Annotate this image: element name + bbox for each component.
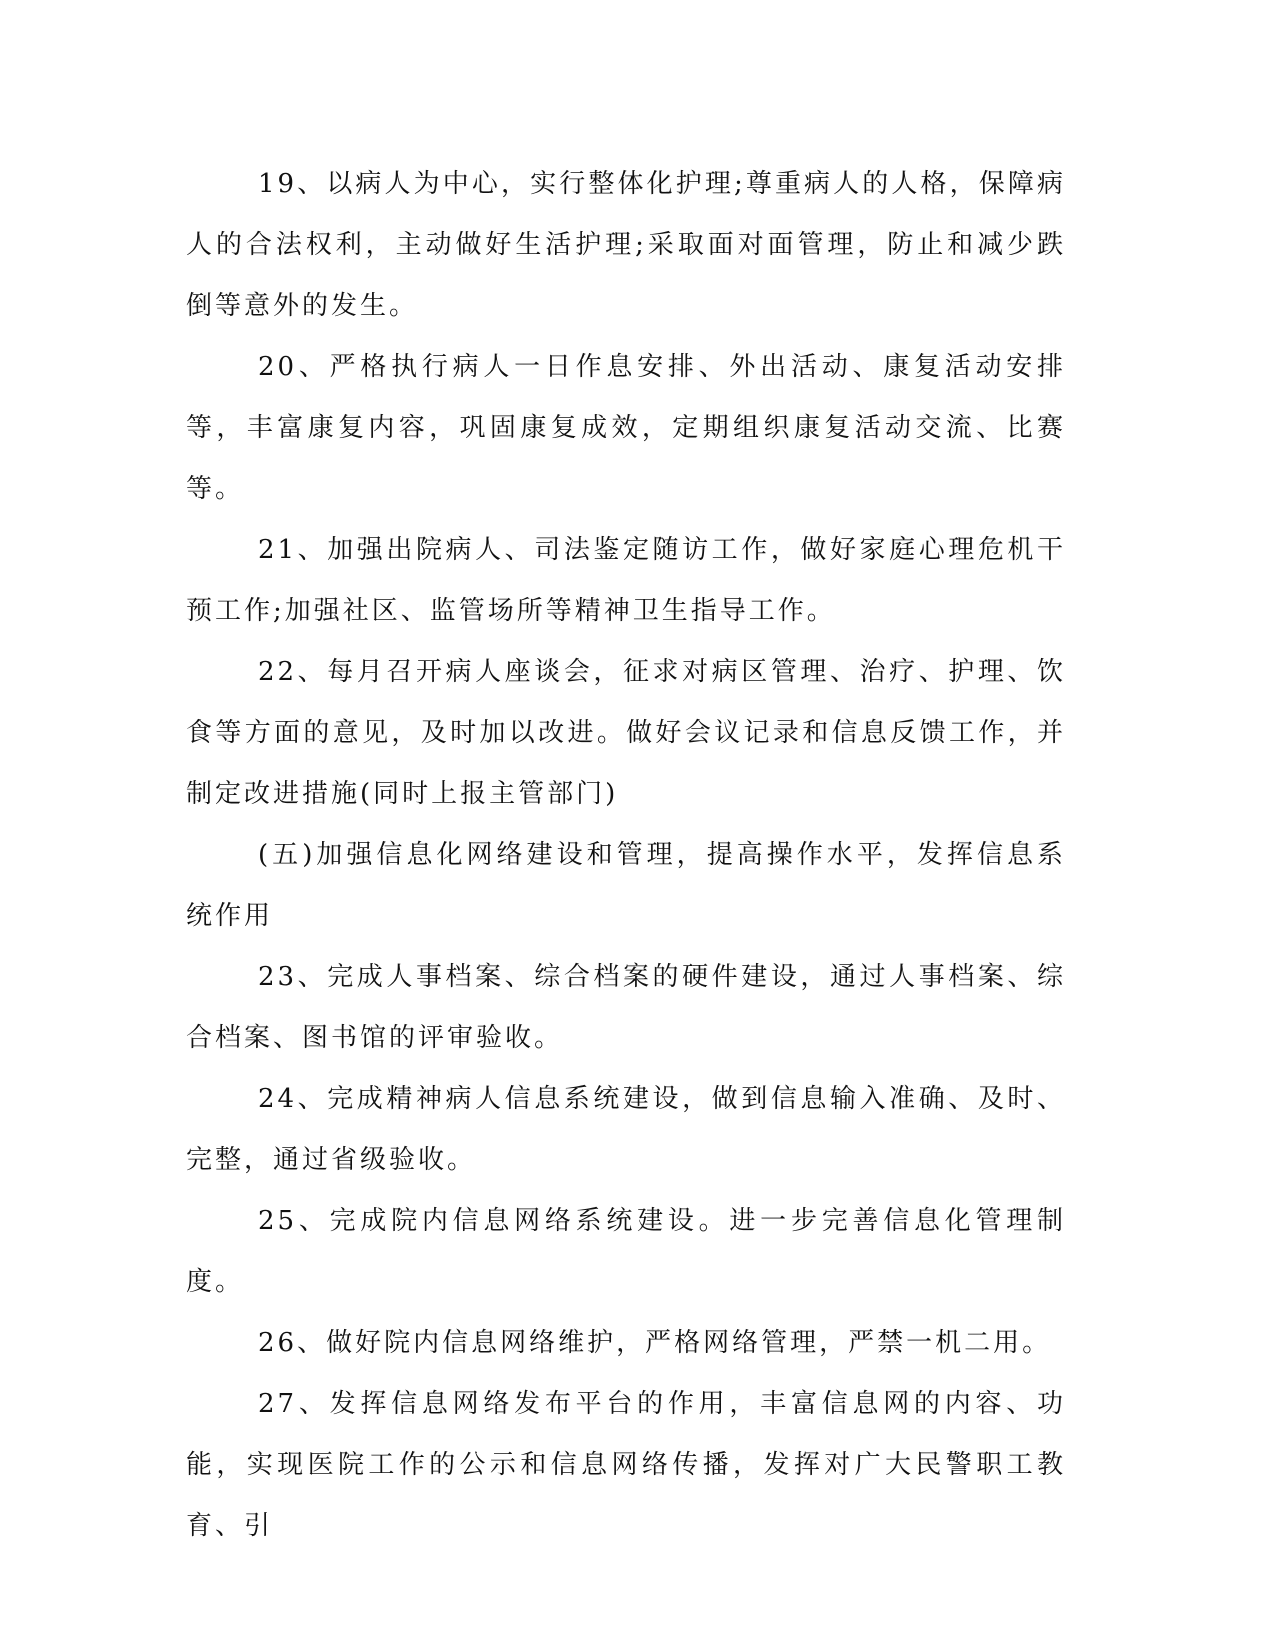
paragraph-item-19: 19、以病人为中心，实行整体化护理;尊重病人的人格，保障病人的合法权利，主动做好生活护理;采取面对面管理，防止和减少跌倒等意外的发生。 — [186, 169, 1066, 321]
paragraph-item-27: 27、发挥信息网络发布平台的作用，丰富信息网的内容、功能，实现医院工作的公示和信息网络传播，发挥对广大民警职工教育、引 — [186, 1389, 1066, 1541]
section-heading-5: (五)加强信息化网络建设和管理，提高操作水平，发挥信息系统作用 — [186, 840, 1066, 931]
paragraph-item-20: 20、严格执行病人一日作息安排、外出活动、康复活动安排等，丰富康复内容，巩固康复成效，定期组织康复活动交流、比赛等。 — [186, 352, 1066, 504]
paragraph-item-26: 26、做好院内信息网络维护，严格网络管理，严禁一机二用。 — [258, 1328, 1052, 1358]
document-body — [186, 154, 1066, 1557]
paragraph-item-23: 23、完成人事档案、综合档案的硬件建设，通过人事档案、综合档案、图书馆的评审验收。 — [186, 962, 1066, 1053]
paragraph-item-24: 24、完成精神病人信息系统建设，做到信息输入准确、及时、完整，通过省级验收。 — [186, 1084, 1066, 1175]
paragraph-item-25: 25、完成院内信息网络系统建设。进一步完善信息化管理制度。 — [186, 1206, 1066, 1297]
paragraph-item-22: 22、每月召开病人座谈会，征求对病区管理、治疗、护理、饮食等方面的意见，及时加以改进。做好会议记录和信息反馈工作，并制定改进措施(同时上报主管部门) — [186, 657, 1066, 809]
paragraph-item-21: 21、加强出院病人、司法鉴定随访工作，做好家庭心理危机干预工作;加强社区、监管场所等精神卫生指导工作。 — [186, 535, 1066, 626]
